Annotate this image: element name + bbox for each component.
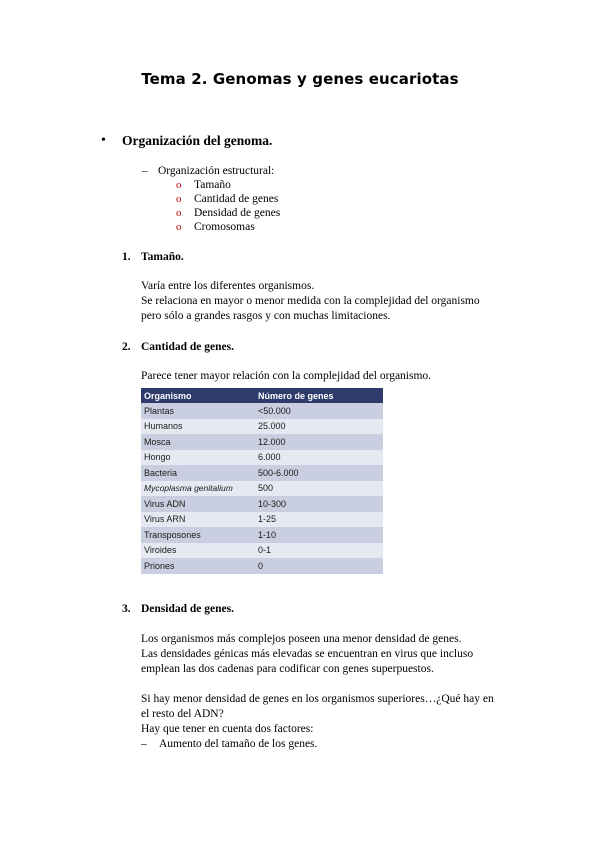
factor-item: Aumento del tamaño de los genes. (159, 738, 318, 750)
table-cell: 6.000 (255, 450, 383, 466)
paragraph-line: pero sólo a grandes rasgos y con muchas limitaciones. (141, 310, 391, 322)
dash-marker: – (141, 738, 147, 750)
table-cell: Virus ADN (141, 496, 255, 512)
table-row (141, 403, 383, 419)
paragraph-line: Parece tener mayor relación con la complejidad del organismo. (141, 370, 432, 382)
section-heading-organizacion: Organización del genoma. (122, 133, 273, 148)
table-row (141, 527, 383, 543)
table-cell: <50.000 (255, 403, 383, 419)
section-number: 1. (122, 251, 131, 263)
table-cell: 0 (255, 558, 383, 574)
paragraph-line: emplean las dos cadenas para codificar con genes superpuestos. (141, 663, 434, 675)
list-marker: o (176, 179, 182, 191)
section-heading-densidad: Densidad de genes. (141, 603, 234, 615)
genes-table (141, 388, 383, 574)
section-heading-cantidad: Cantidad de genes. (141, 341, 234, 353)
table-cell: Mosca (141, 434, 255, 450)
table-cell: 10-300 (255, 496, 383, 512)
table-cell: Hongo (141, 450, 255, 466)
table-cell: 12.000 (255, 434, 383, 450)
table-header-row (141, 388, 383, 403)
list-item: Cromosomas (194, 221, 255, 233)
table-cell: 0-1 (255, 543, 383, 559)
paragraph-line: Varía entre los diferentes organismos. (141, 280, 315, 292)
table-row (141, 512, 383, 528)
table-row (141, 481, 383, 497)
column-header-organismo: Organismo (141, 388, 255, 403)
list-marker: o (176, 207, 182, 219)
table-cell: Priones (141, 558, 255, 574)
section-heading-tamano: Tamaño. (141, 251, 184, 263)
table-row (141, 450, 383, 466)
table-cell: Mycoplasma genitalium (141, 481, 255, 497)
section-number: 3. (122, 603, 131, 615)
table-cell: Plantas (141, 403, 255, 419)
list-item: Cantidad de genes (194, 193, 279, 205)
list-item: Densidad de genes (194, 207, 281, 219)
table-cell: Bacteria (141, 465, 255, 481)
paragraph-line: Hay que tener en cuenta dos factores: (141, 723, 314, 735)
paragraph-line: el resto del ADN? (141, 708, 224, 720)
list-marker: o (176, 193, 182, 205)
table-cell: Humanos (141, 419, 255, 435)
sub-heading-organizacion-estructural: Organización estructural: (158, 165, 275, 177)
table-row (141, 496, 383, 512)
table-cell: Transposones (141, 527, 255, 543)
paragraph-line: Las densidades génicas más elevadas se encuentran en virus que incluso (141, 648, 474, 660)
list-item: Tamaño (194, 179, 231, 191)
table-row (141, 465, 383, 481)
table-cell: 25.000 (255, 419, 383, 435)
paragraph-line: Los organismos más complejos poseen una menor densidad de genes. (141, 633, 462, 645)
table-cell: Virus ARN (141, 512, 255, 528)
table-cell: 1-25 (255, 512, 383, 528)
table-cell: 500-6.000 (255, 465, 383, 481)
table-row (141, 558, 383, 574)
page-title: Tema 2. Genomas y genes eucariotas (141, 70, 459, 88)
column-header-numero-genes: Número de genes (255, 388, 383, 403)
table-row (141, 543, 383, 559)
list-marker: o (176, 221, 182, 233)
table-row (141, 419, 383, 435)
section-number: 2. (122, 341, 131, 353)
paragraph-line: Si hay menor densidad de genes en los organismos superiores…¿Qué hay en (141, 693, 494, 705)
table-cell: 1-10 (255, 527, 383, 543)
table-row (141, 434, 383, 450)
dash-marker: – (142, 165, 148, 177)
table-cell: Viroides (141, 543, 255, 559)
table-cell: 500 (255, 481, 383, 497)
paragraph-line: Se relaciona en mayor o menor medida con la complejidad del organismo (141, 295, 480, 307)
bullet-marker: • (101, 133, 106, 148)
